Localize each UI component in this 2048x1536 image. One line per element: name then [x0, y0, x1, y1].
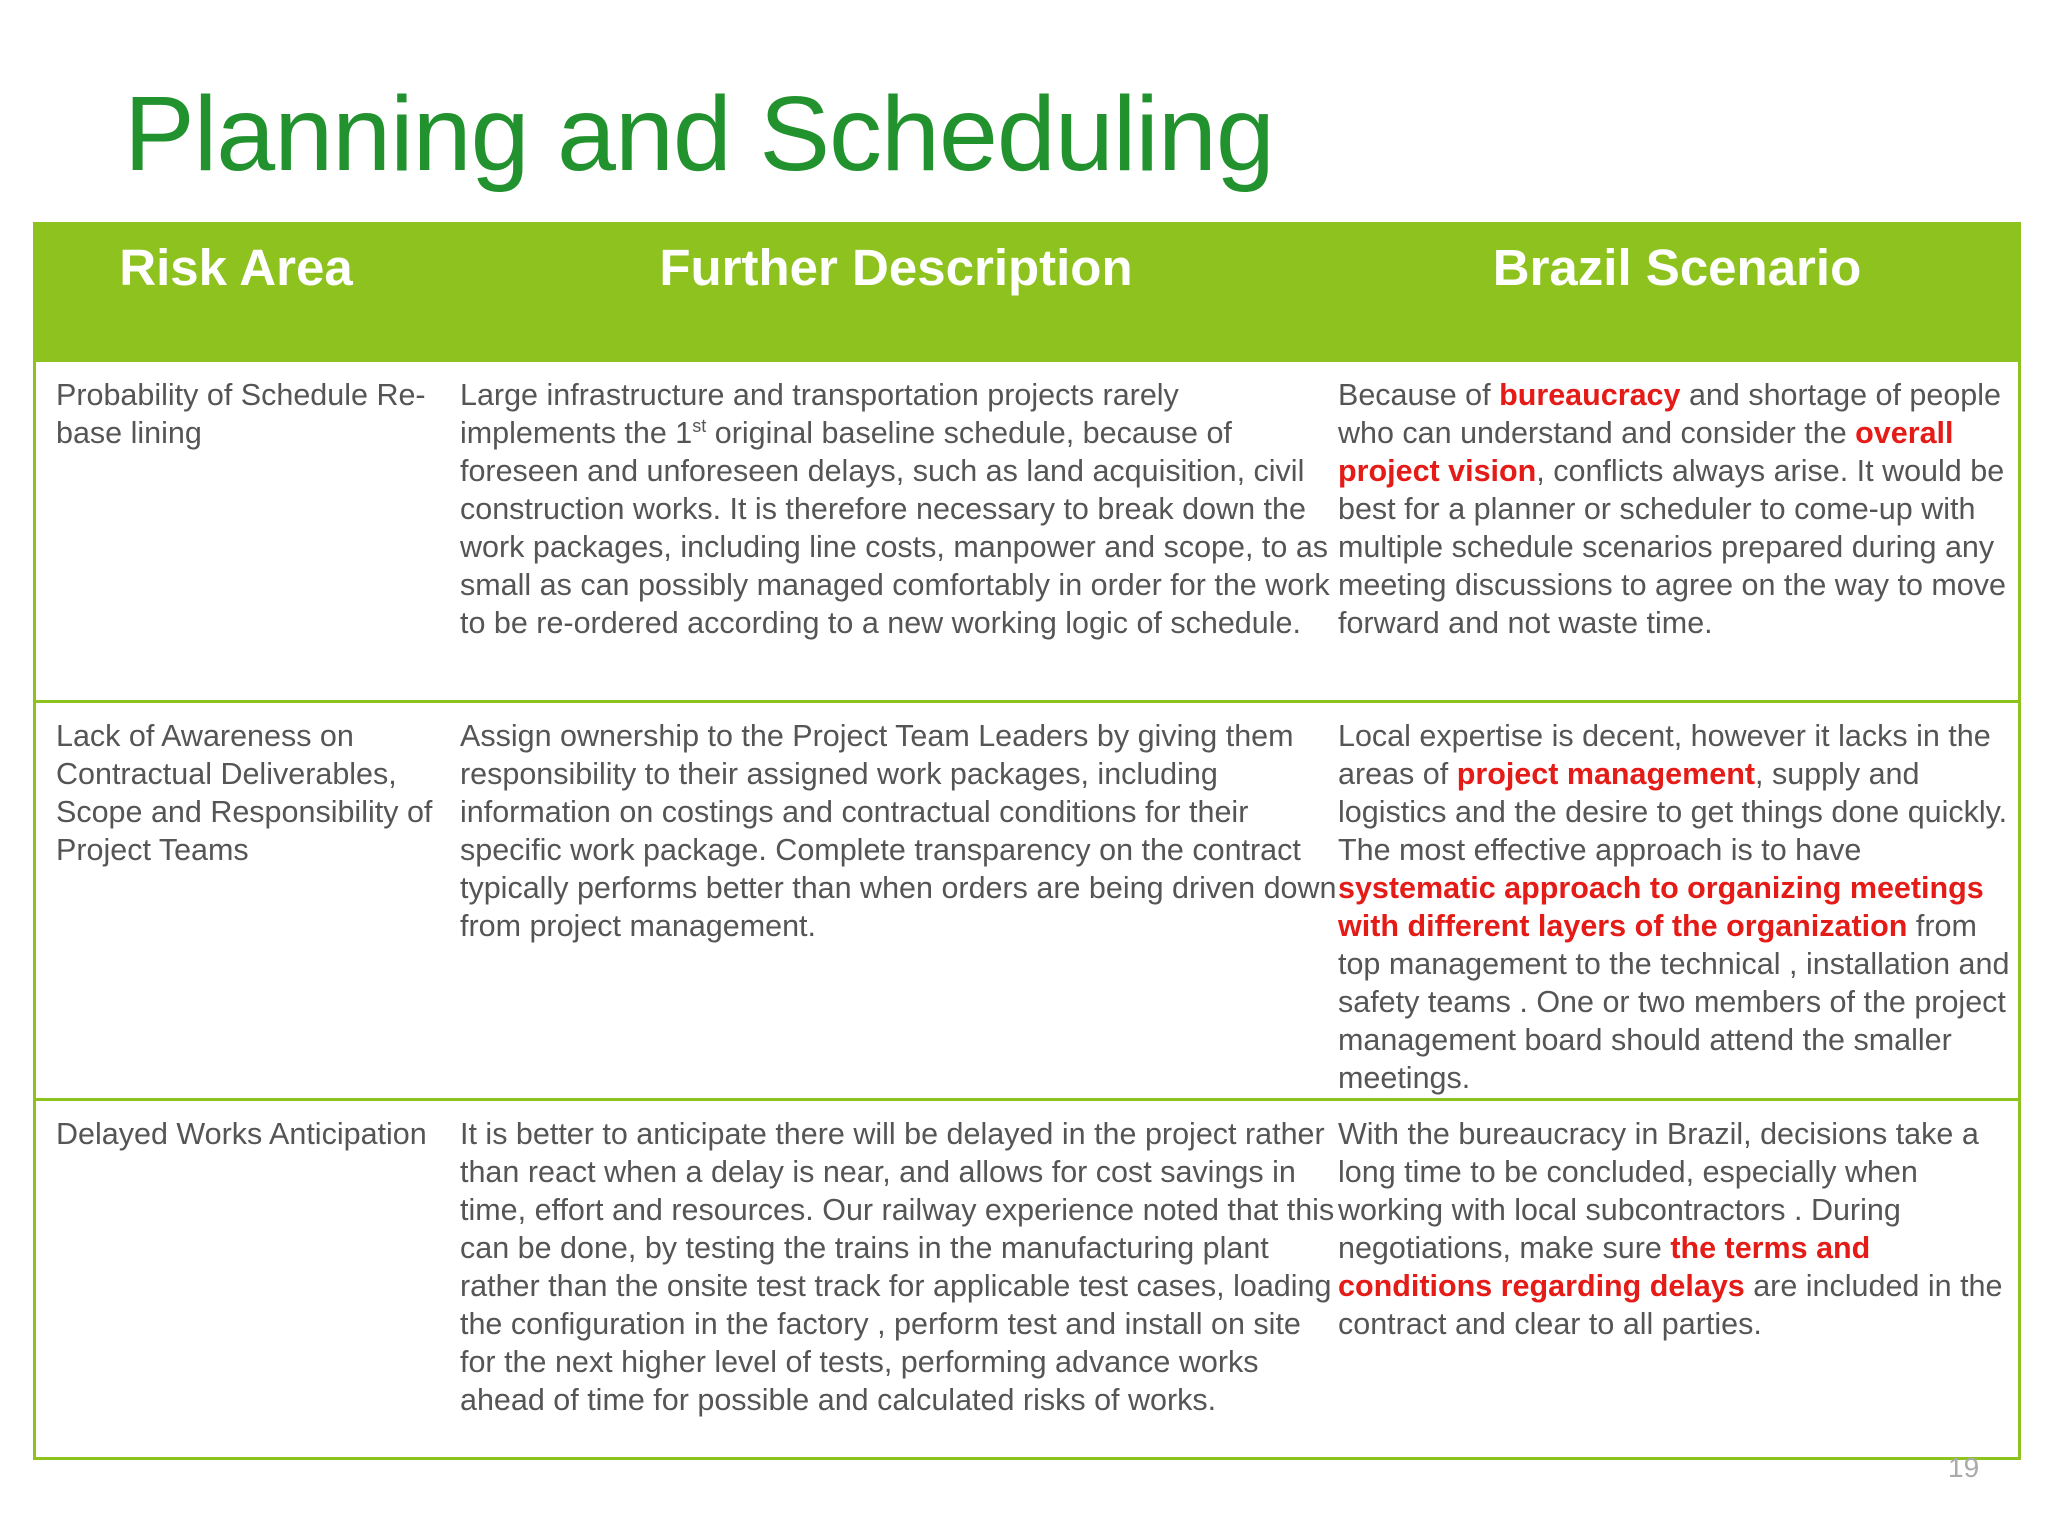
header-risk-area: Risk Area: [119, 239, 353, 296]
description-text: original baseline schedule, because of foreseen and unforeseen delays, such as land acquisition, civil construction works. It is therefore necessary to break down the work packages, including line costs, manpower and scope, to as small as can possibly managed comfortably in order for the work to be re-ordered according to a new working logic of schedule.: [460, 416, 1330, 640]
scenario-cell: [1338, 376, 2018, 642]
table-row: [36, 362, 2018, 700]
table-header: [36, 225, 2018, 362]
highlight-text: systematic approach to organizing meetings with different layers of the organization: [1338, 871, 1984, 943]
header-brazil-scenario: Brazil Scenario: [1492, 239, 1862, 296]
slide-title: Planning and Scheduling: [124, 75, 1274, 193]
scenario-text: Local expertise is decent, however it lacks in the areas of: [1338, 719, 1991, 791]
table-row: [36, 1098, 2018, 1460]
scenario-text: are included in the contract and clear to all parties.: [1338, 1269, 2003, 1341]
risk-area-cell: Probability of Schedule Re-base lining: [56, 378, 426, 450]
header-further-description: Further Description: [659, 239, 1133, 296]
scenario-text: , supply and logistics and the desire to get things done quickly. The most effective approach is to have: [1338, 757, 2008, 867]
highlight-text: overall project vision: [1338, 416, 1954, 488]
scenario-cell: [1338, 717, 2018, 1097]
description-text: Large infrastructure and transportation projects rarely implements the 1: [460, 378, 1179, 450]
scenario-text: With the bureaucracy in Brazil, decisions take a long time to be concluded, especially when working with local subcontractors . During negotiations, make sure: [1338, 1117, 1979, 1265]
highlight-text: project management: [1456, 757, 1755, 791]
description-cell: [460, 376, 1340, 642]
ordinal-superscript: st: [692, 415, 707, 436]
highlight-text: the terms and conditions regarding delays: [1338, 1231, 1871, 1303]
risk-area-cell: Delayed Works Anticipation: [56, 1117, 427, 1151]
highlight-text: bureaucracy: [1499, 378, 1681, 412]
page-number: 19: [1948, 1452, 1980, 1483]
scenario-text: from top management to the technical , installation and safety teams . One or two members of the project management board should attend the smaller meetings.: [1338, 909, 2010, 1095]
scenario-text: Because of: [1338, 378, 1500, 412]
scenario-text: , conflicts always arise. It would be best for a planner or scheduler to come-up with multiple schedule scenarios prepared during any meeting discussions to agree on the way to move forward and not waste time.: [1338, 454, 2006, 640]
description-cell: It is better to anticipate there will be delayed in the project rather than react when a delay is near, and allows for cost savings in time, effort and resources. Our railway experience noted that this can be done, by testing the trains in the manufacturing plant rather than the onsite test track for applicable test cases, loading the configuration in the factory , perform test and install on site for the next higher level of tests, performing advance works ahead of time for possible and calculated risks of works.: [460, 1117, 1335, 1417]
risk-table: [33, 222, 2021, 1460]
scenario-text: and shortage of people who can understand and consider the: [1338, 378, 2002, 450]
scenario-cell: [1338, 1115, 2018, 1343]
table-row: [36, 700, 2018, 1101]
risk-area-cell: Lack of Awareness on Contractual Deliverables, Scope and Responsibility of Project Teams: [56, 719, 433, 867]
description-cell: Assign ownership to the Project Team Leaders by giving them responsibility to their assigned work packages, including information on costings and contractual conditions for their specific work package. Complete transparency on the contract typically performs better than when orders are being driven down from project management.: [460, 719, 1337, 943]
